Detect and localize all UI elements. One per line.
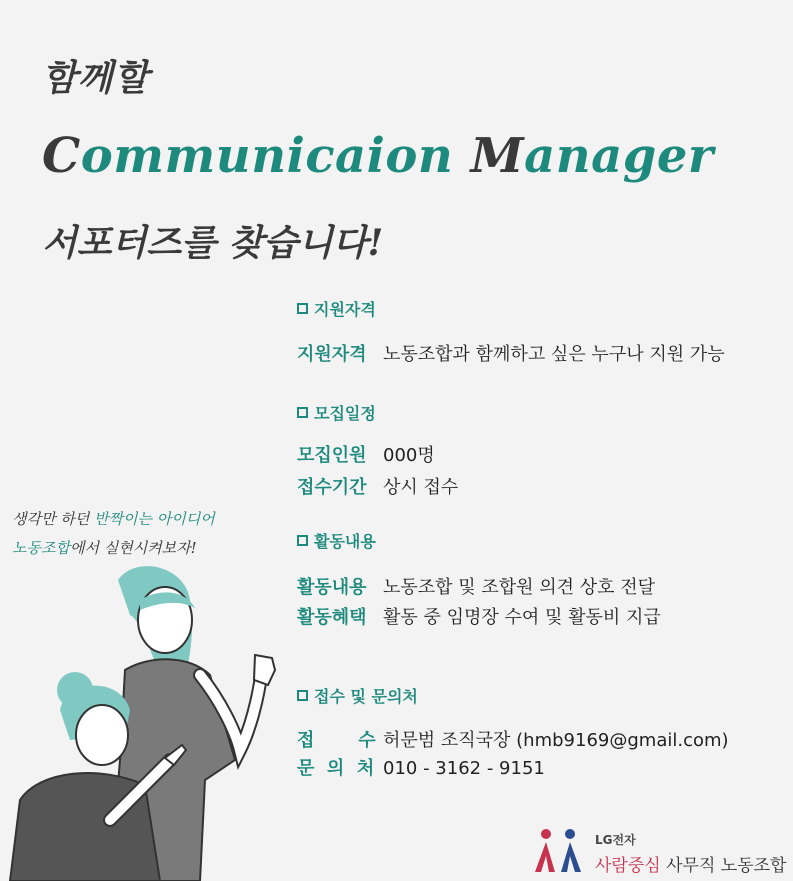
section-title-eligibility [297,297,376,320]
tagline [12,505,215,563]
logo-union-name [595,851,786,876]
info-row [297,473,458,499]
tagline-text: 생각만 하던 [12,510,94,528]
logo-company: LG전자 [595,833,636,847]
square-bullet-icon [297,303,308,314]
tagline-text: 에서 실현시켜보자! [69,539,197,557]
row-label: 접수기간 [297,477,367,498]
section-title-text: 활동내용 [314,532,376,551]
row-label: 문 의 처 [297,758,375,779]
row-label: 모집인원 [297,445,367,466]
row-label: 활동내용 [297,577,367,598]
headline-title [42,128,714,184]
tagline-highlight: 노동조합 [12,539,70,557]
row-value-phone: 010 - 3162 - 9151 [383,758,545,779]
info-row [297,754,545,780]
union-logo [527,826,787,878]
waving-hand-icon [254,655,275,685]
section-title-text: 모집일정 [314,404,376,423]
row-value: 노동조합 및 조합원 의견 상호 전달 [383,577,656,598]
logo-union-highlight: 사람중심 [595,856,661,876]
info-row [297,603,661,629]
row-value: 노동조합과 함께하고 싶은 누구나 지원 가능 [383,344,725,365]
front-woman-face [76,705,128,765]
info-row [297,441,435,467]
people-logo-icon [527,826,589,878]
title-anager: anager [524,128,714,184]
row-label: 접 수 [297,730,376,751]
headline-line3: 서포터즈를 찾습니다! [42,222,384,264]
info-row [297,726,729,752]
logo-union-rest: 사무직 노동조합 [660,856,787,876]
info-row [297,340,725,366]
section-title-text: 지원자격 [314,300,376,319]
section-title-contact [297,684,418,707]
title-letter-c: C [42,128,81,184]
tagline-line2 [12,534,215,563]
section-title-schedule [297,401,376,424]
row-value-contact-email: 허문범 조직국장 (hmb9169@gmail.com) [383,730,729,751]
two-people-illustration [0,560,300,881]
row-label: 지원자격 [297,344,367,365]
square-bullet-icon [297,407,308,418]
square-bullet-icon [297,535,308,546]
info-row [297,573,655,599]
row-label: 활동혜택 [297,607,367,628]
tagline-highlight: 반짝이는 아이디어 [94,510,215,528]
headline-line1: 함께할 [42,57,150,99]
tagline-line1 [12,505,215,534]
row-value: 활동 중 임명장 수여 및 활동비 지급 [383,607,661,628]
title-ommunication: ommunicaion [80,128,471,184]
row-value: 상시 접수 [383,477,459,498]
row-value: 000명 [383,445,435,466]
section-title-activities [297,529,376,552]
title-letter-m: M [470,128,525,184]
section-title-text: 접수 및 문의처 [314,687,418,706]
